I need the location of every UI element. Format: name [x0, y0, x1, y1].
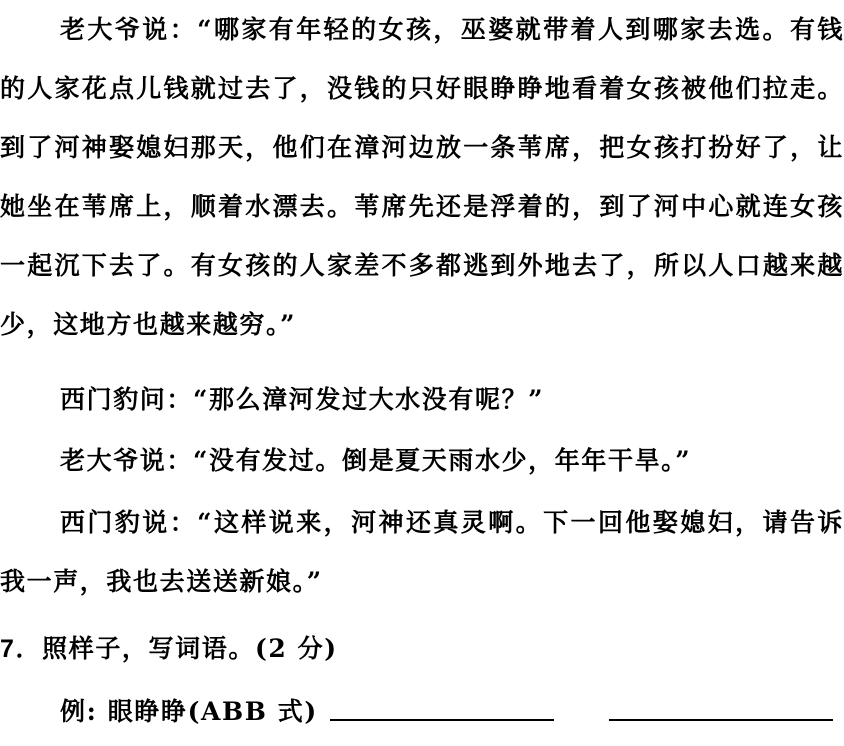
passage-paragraph-1: 老大爷说：“哪家有年轻的女孩，巫婆就带着人到哪家去选。有钱的人家花点儿钱就过去了，没钱的只好眼睁睁地看着女孩被他们拉走。到了河神娶媳妇那天，他们在漳河边放一条苇席，把女孩打扮好了，让她坐在苇席上，顺着水漂去。苇席先还是浮着的，到了河中心就连女孩一起沉下去了。有女孩的人家差不多都逃到外地去了，所以人口越来越少，这地方也越来越穷。” [0, 15, 844, 339]
passage-paragraph-3: 老大爷说：“没有发过。倒是夏天雨水少，年年干旱。” [60, 446, 692, 475]
example-label: 例: [60, 697, 98, 726]
question-text: 照样子，写词语。 [42, 634, 255, 663]
passage-paragraph-4: 西门豹说：“这样说来，河神还真灵啊。下一回他娶媳妇，请告诉我一声，我也去送送新娘。” [0, 508, 844, 596]
example-pattern: (ABB 式) [187, 697, 318, 726]
question-7-example [0, 682, 844, 741]
answer-blank-1[interactable] [330, 719, 554, 721]
question-7-prompt [0, 619, 844, 679]
question-number-suffix: ． [15, 634, 43, 663]
question-score: (2 分) [254, 634, 338, 663]
question-number: 7 [0, 635, 16, 663]
example-word: 眼睁睁 [107, 697, 188, 726]
passage-paragraph-2: 西门豹问：“那么漳河发过大水没有呢？” [60, 385, 545, 414]
answer-blank-2[interactable] [609, 719, 833, 721]
